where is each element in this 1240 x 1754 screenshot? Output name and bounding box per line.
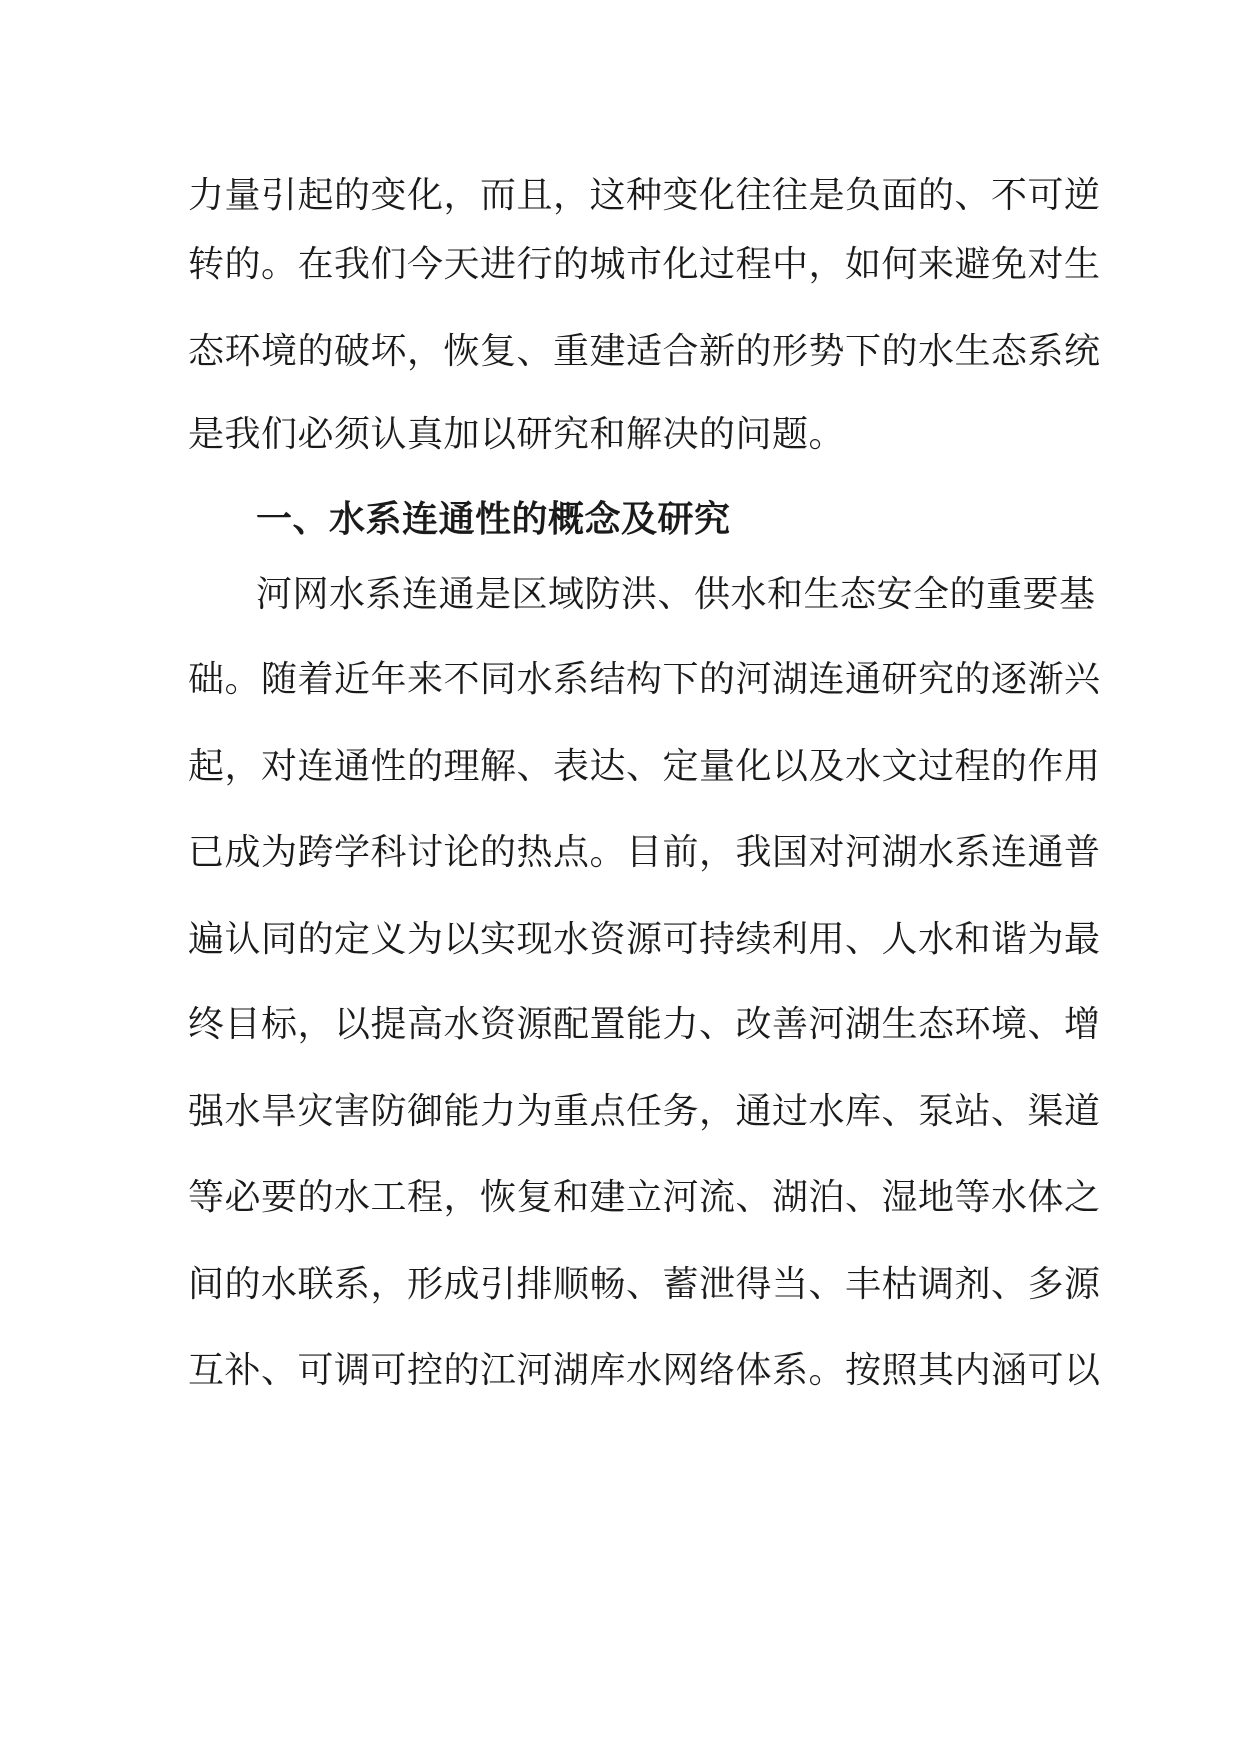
paragraph-line: 已成为跨学科讨论的热点。目前，我国对河湖水系连通普	[188, 832, 1101, 873]
paragraph-line: 态环境的破坏，恢复、重建适合新的形势下的水生态系统	[188, 331, 1101, 372]
paragraph-line: 础。随着近年来不同水系结构下的河湖连通研究的逐渐兴	[188, 659, 1101, 700]
paragraph-line: 河网水系连通是区域防洪、供水和生态安全的重要基	[256, 574, 1096, 615]
paragraph-line: 强水旱灾害防御能力为重点任务，通过水库、泵站、渠道	[188, 1091, 1101, 1132]
paragraph-line: 力量引起的变化，而且，这种变化往往是负面的、不可逆	[188, 175, 1101, 216]
paragraph-line: 互补、可调可控的江河湖库水网络体系。按照其内涵可以	[188, 1350, 1101, 1391]
paragraph-line: 转的。在我们今天进行的城市化过程中，如何来避免对生	[188, 244, 1101, 285]
paragraph-line: 起，对连通性的理解、表达、定量化以及水文过程的作用	[188, 746, 1101, 787]
section-heading: 一、水系连通性的概念及研究	[256, 499, 731, 540]
paragraph-line: 终目标，以提高水资源配置能力、改善河湖生态环境、增	[188, 1004, 1101, 1045]
paragraph-line: 间的水联系，形成引排顺畅、蓄泄得当、丰枯调剂、多源	[188, 1264, 1101, 1305]
paragraph-line: 遍认同的定义为以实现水资源可持续利用、人水和谐为最	[188, 919, 1101, 960]
paragraph-line: 等必要的水工程，恢复和建立河流、湖泊、湿地等水体之	[188, 1177, 1101, 1218]
paragraph-line: 是我们必须认真加以研究和解决的问题。	[188, 414, 846, 455]
